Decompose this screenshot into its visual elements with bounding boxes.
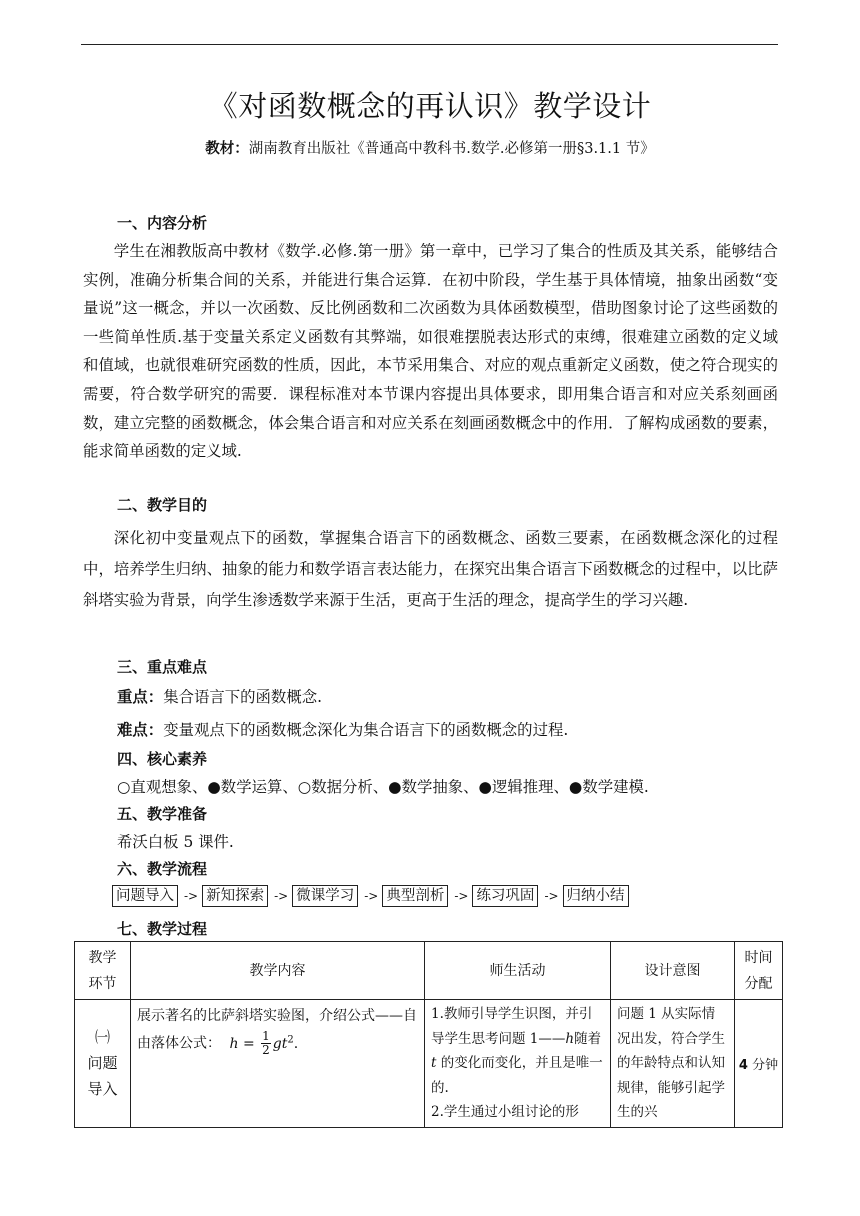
section-6-heading: 六、教学流程 — [117, 860, 208, 878]
formula-equals: = — [242, 1035, 255, 1052]
key-point-line — [117, 685, 322, 707]
segment-name-line2: 导入 — [87, 1080, 118, 1099]
teaching-flow — [112, 885, 629, 907]
preparation-line: 希沃白板 5 课件. — [117, 833, 234, 851]
cell-intent: 问题 1 从实际情况出发，符合学生的年龄特点和认知规律，能够引起学生的兴 — [611, 1000, 735, 1128]
section-7-heading: 七、教学过程 — [117, 920, 208, 938]
key-point-label: 重点： — [117, 688, 164, 706]
flow-arrow: -> — [454, 889, 469, 903]
cell-activity — [425, 1000, 611, 1128]
cell-segment — [75, 1000, 131, 1128]
section-1-body: 学生在湘教版高中教材《数学.必修.第一册》第一章中，已学习了集合的性质及其关系，能够结合实例，准确分析集合间的关系，并能进行集合运算．在初中阶段，学生基于具体情境，抽象出函数“变量说”这一概念，并以一次函数、反比例函数和二次函数为具体函数模型，借助图象讨论了这些函数的一些简单性质.基于变量关系定义函数有其弊端，如很难摆脱表达形式的束缚，很难建立函数的定义域和值域，也就很难研究函数的性质，因此，本节采用集合、对应的观点重新定义函数，使之符合现实的需要，符合数学研究的需要．课程标准对本节课内容提出具体要求，即用集合语言和对应关系刻画函数，建立完整的函数概念，体会集合语言和对应关系在刻画函数概念中的作用．了解构成函数的要素，能求简单函数的定义域. — [83, 242, 778, 461]
activity-text: 2.学生通过小组讨论的形 — [431, 1104, 579, 1120]
flow-arrow: -> — [274, 889, 289, 903]
formula-h: h — [229, 1035, 239, 1052]
fraction-denominator: 2 — [262, 1043, 270, 1058]
teaching-process-table — [74, 941, 783, 1128]
difficulty-label: 难点： — [117, 721, 164, 739]
time-number: 4 — [738, 1057, 748, 1073]
table-row — [75, 1000, 783, 1128]
fraction-numerator: 1 — [262, 1029, 270, 1044]
activity-text: 随着 — [574, 1030, 602, 1047]
section-3-heading: 三、重点难点 — [117, 658, 208, 676]
flow-step: 微课学习 — [292, 885, 358, 907]
header-segment-line1: 教学 — [88, 949, 117, 966]
header-segment-line2: 环节 — [88, 975, 117, 992]
formula-period: . — [293, 1035, 299, 1052]
header-time-line2: 分配 — [744, 975, 773, 992]
activity-text: 的变化而变化，并且是唯一的. — [431, 1055, 603, 1096]
table-header-row — [75, 942, 783, 1000]
difficulty-text: 变量观点下的函数概念深化为集合语言下的函数概念的过程. — [163, 721, 569, 739]
document-subtitle — [0, 137, 860, 158]
difficulty-line — [117, 718, 568, 740]
formula-gt: gt — [272, 1035, 288, 1052]
section-5-heading: 五、教学准备 — [117, 805, 208, 823]
subtitle-label: 教材： — [205, 141, 249, 157]
segment-number: ㈠ — [94, 1028, 110, 1047]
header-activity: 师生活动 — [425, 942, 611, 1000]
header-rule — [81, 44, 778, 45]
flow-step: 练习巩固 — [472, 885, 538, 907]
flow-arrow: -> — [544, 889, 559, 903]
flow-step: 问题导入 — [112, 885, 178, 907]
header-segment — [75, 942, 131, 1000]
segment-name-line1: 问题 — [87, 1054, 118, 1073]
cell-content — [131, 1000, 425, 1128]
flow-arrow: -> — [364, 889, 379, 903]
formula-exponent: 2 — [287, 1034, 294, 1045]
header-content: 教学内容 — [131, 942, 425, 1000]
header-intent: 设计意图 — [611, 942, 735, 1000]
key-point-text: 集合语言下的函数概念. — [163, 688, 322, 706]
header-time — [735, 942, 783, 1000]
free-fall-formula — [229, 1029, 299, 1058]
subtitle-text: 湖南教育出版社《普通高中教科书.数学.必修第一册§3.1.1 节》 — [248, 141, 655, 157]
section-2-body: 深化初中变量观点下的函数，掌握集合语言下的函数概念、函数三要素，在函数概念深化的过程中，培养学生归纳、抽象的能力和数学语言表达能力，在探究出集合语言下函数概念的过程中，以比萨斜塔实验为背景，向学生渗透数学来源于生活，更高于生活的理念，提高学生的学习兴趣. — [83, 529, 778, 609]
activity-var-h: h — [565, 1030, 575, 1047]
flow-step: 新知探索 — [202, 885, 268, 907]
core-literacy-line: ○直观想象、●数学运算、○数据分析、●数学抽象、●逻辑推理、●数学建模. — [117, 778, 649, 796]
header-time-line1: 时间 — [744, 949, 773, 966]
document-title: 《对函数概念的再认识》教学设计 — [208, 89, 652, 123]
cell-time — [735, 1000, 783, 1128]
flow-step: 典型剖析 — [382, 885, 448, 907]
content-text: 展示著名的比萨斜塔实验图，介绍公式——自由落体公式： — [137, 1008, 417, 1052]
section-4-heading: 四、核心素养 — [117, 750, 208, 768]
flow-arrow: -> — [184, 889, 199, 903]
section-2-heading: 二、教学目的 — [117, 496, 208, 514]
flow-step: 归纳小结 — [563, 885, 629, 907]
activity-var-t: t — [431, 1055, 437, 1071]
formula-fraction — [261, 1030, 271, 1057]
section-1-heading: 一、内容分析 — [117, 214, 208, 232]
time-unit: 分钟 — [752, 1057, 779, 1073]
activity-text: 1.教师引导学生识图，并引导学生思考问题 1—— — [431, 1006, 593, 1047]
